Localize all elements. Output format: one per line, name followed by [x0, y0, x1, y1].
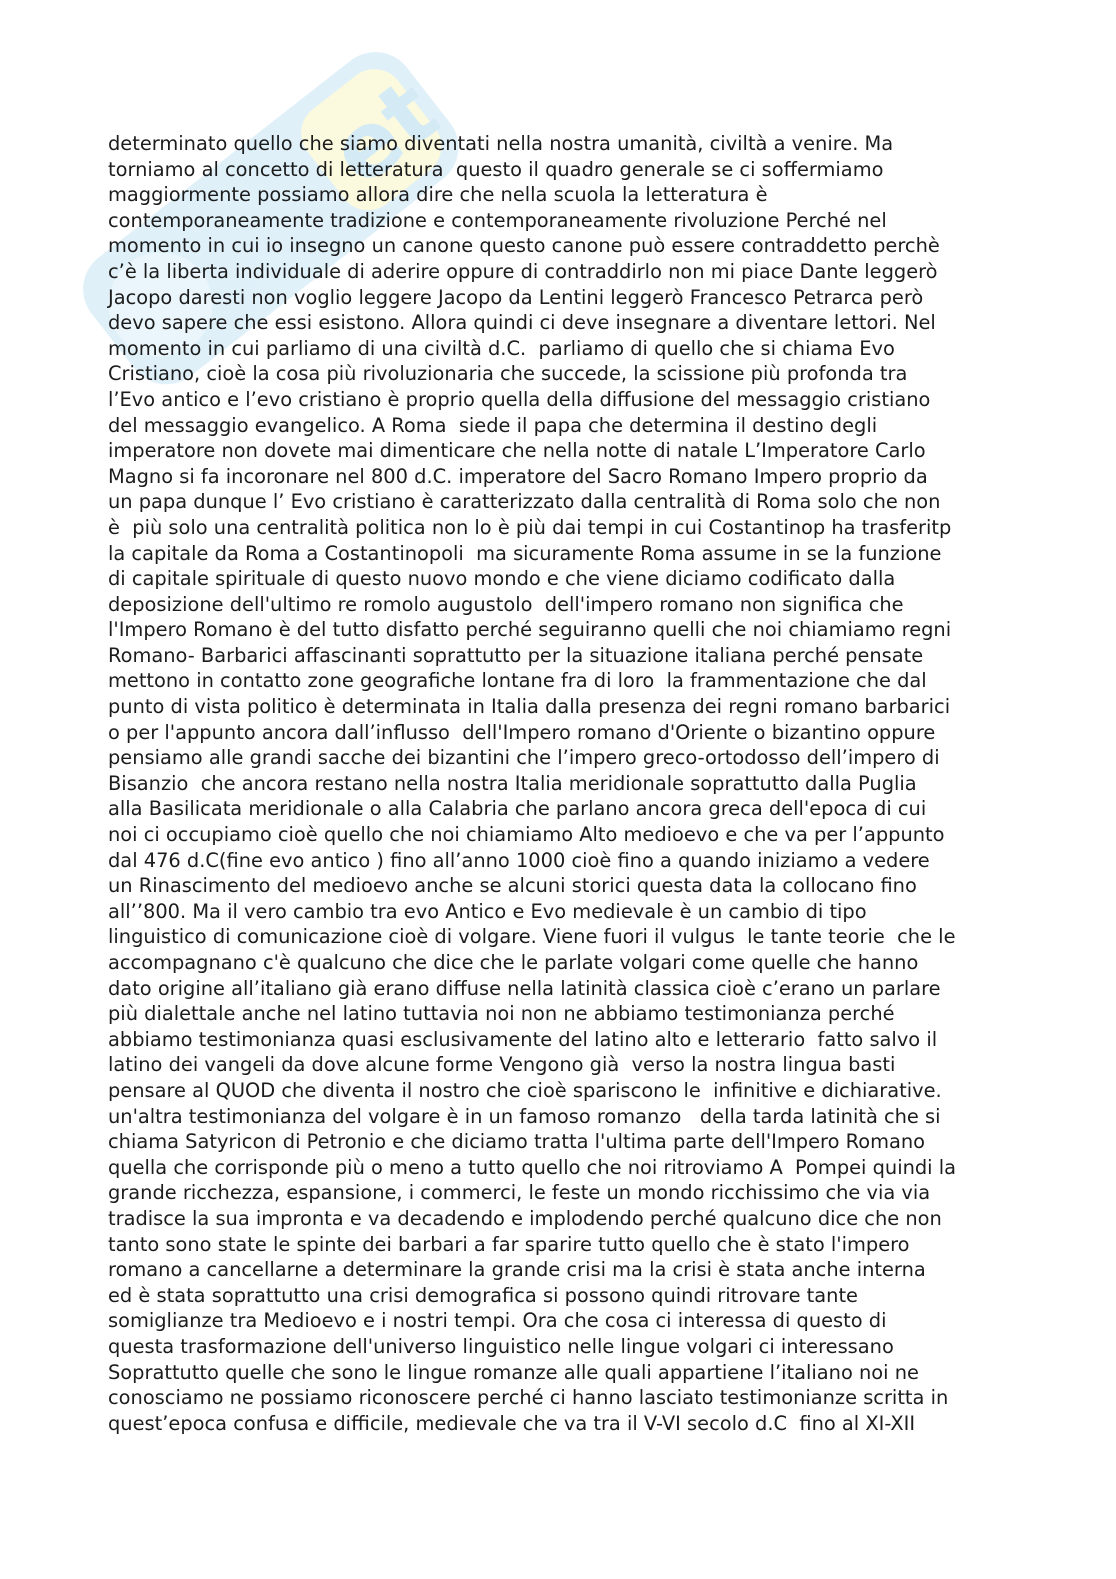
text-line: la capitale da Roma a Costantinopoli ma sicuramente Roma assume in se la funzione: [108, 541, 942, 565]
text-line: dal 476 d.C(fine evo antico ) fino all’anno 1000 cioè fino a quando iniziamo a vedere: [108, 848, 930, 872]
text-line: romano a cancellarne a determinare la grande crisi ma la crisi è stata anche interna: [108, 1258, 926, 1282]
text-line: Jacopo daresti non voglio leggere Jacopo da Lentini leggerò Francesco Petrarca però: [108, 285, 924, 309]
text-line: dato origine all’italiano già erano diffuse nella latinità classica cioè c’erano un parlare: [108, 976, 941, 1000]
text-line: deposizione dell'ultimo re romolo augustolo dell'impero romano non significa che: [108, 592, 904, 616]
text-line: più dialettale anche nel latino tuttavia noi non ne abbiamo testimonianza perché: [108, 1002, 895, 1026]
text-line: alla Basilicata meridionale o alla Calabria che parlano ancora greca dell'epoca di cui: [108, 797, 927, 821]
text-line: pensare al QUOD che diventa il nostro che cioè spariscono le infinitive e dichiarative.: [108, 1078, 942, 1102]
text-line: del messaggio evangelico. A Roma siede il papa che determina il destino degli: [108, 413, 878, 437]
text-line: noi ci occupiamo cioè quello che noi chiamiamo Alto medioevo e che va per l’appunto: [108, 823, 945, 847]
text-line: Romano- Barbarici affascinanti soprattutto per la situazione italiana perché pensate: [108, 643, 924, 667]
text-line: l’Evo antico e l’evo cristiano è proprio quella della diffusione del messaggio cristiano: [108, 387, 931, 411]
text-line: Cristiano, cioè la cosa più rivoluzionaria che succede, la scissione più profonda tra: [108, 362, 908, 386]
text-line: determinato quello che siamo diventati nella nostra umanità, civiltà a venire. Ma: [108, 132, 894, 155]
text-line: Magno si fa incoronare nel 800 d.C. imperatore del Sacro Romano Impero proprio da: [108, 464, 928, 488]
text-line: latino dei vangeli da dove alcune forme Vengono già verso la nostra lingua basti: [108, 1053, 896, 1077]
text-line: l'Impero Romano è del tutto disfatto perché seguiranno quelli che noi chiamiamo regni: [108, 618, 952, 642]
watermark-text: et: [310, 59, 458, 207]
text-line: mettono in contatto zone geografiche lontane fra di loro la frammentazione che dal: [108, 669, 927, 693]
text-line: abbiamo testimonianza quasi esclusivamente del latino alto e letterario fatto salvo il: [108, 1027, 938, 1051]
text-line: devo sapere che essi esistono. Allora quindi ci deve insegnare a diventare lettori. Nel: [108, 311, 936, 335]
text-line: quella che corrisponde più o meno a tutto quello che noi ritroviamo A Pompei quindi la: [108, 1155, 957, 1179]
text-line: momento in cui io insegno un canone questo canone può essere contraddetto perchè: [108, 234, 940, 258]
text-line: c’è la liberta individuale di aderire oppure di contraddirlo non mi piace Dante leggerò: [108, 259, 938, 283]
text-line: accompagnano c'è qualcuno che dice che le parlate volgari come quelle che hanno: [108, 951, 919, 974]
text-line: imperatore non dovete mai dimenticare che nella notte di natale L’Imperatore Carlo: [108, 439, 926, 463]
text-line: maggiormente possiamo allora dire che nella scuola la letteratura è: [108, 183, 768, 207]
document-body: [108, 131, 1028, 1436]
text-line: o per l'appunto ancora dall’influsso dell'Impero romano d'Oriente o bizantino oppure: [108, 720, 936, 744]
text-line: ed è stata soprattutto una crisi demografica si possono quindi ritrovare tante: [108, 1283, 858, 1307]
text-line: Soprattutto quelle che sono le lingue romanze alle quali appartiene l’italiano noi ne: [108, 1360, 919, 1384]
text-line: di capitale spirituale di questo nuovo mondo e che viene diciamo codificato dalla: [108, 567, 896, 591]
text-line: chiama Satyricon di Petronio e che diciamo tratta l'ultima parte dell'Impero Romano: [108, 1130, 925, 1154]
text-line: all’’800. Ma il vero cambio tra evo Antico e Evo medievale è un cambio di tipo: [108, 899, 867, 923]
text-line: un Rinascimento del medioevo anche se alcuni storici questa data la collocano fino: [108, 874, 917, 898]
text-line: momento in cui parliamo di una civiltà d.C. parliamo di quello che si chiama Evo: [108, 336, 895, 360]
text-line: questa trasformazione dell'universo linguistico nelle lingue volgari ci interessano: [108, 1334, 894, 1358]
text-line: conosciamo ne possiamo riconoscere perché ci hanno lasciato testimonianze scritta in: [108, 1386, 949, 1410]
text-line: è più solo una centralità politica non lo è più dai tempi in cui Costantinop ha trasferitp: [108, 515, 952, 539]
text-line: linguistico di comunicazione cioè di volgare. Viene fuori il vulgus le tante teorie che le: [108, 925, 956, 949]
text-line: tanto sono state le spinte dei barbari a far sparire tutto quello che è stato l'impero: [108, 1232, 910, 1256]
text-line: un'altra testimonianza del volgare è in un famoso romanzo della tarda latinità che si: [108, 1104, 941, 1128]
text-line: Bisanzio che ancora restano nella nostra Italia meridionale soprattutto dalla Puglia: [108, 771, 917, 795]
text-line: torniamo al concetto di letteratura questo il quadro generale se ci soffermiamo: [108, 157, 884, 181]
text-line: somiglianze tra Medioevo e i nostri tempi. Ora che cosa ci interessa di questo di: [108, 1309, 887, 1333]
text-line: contemporaneamente tradizione e contemporaneamente rivoluzione Perché nel: [108, 208, 887, 232]
text-line: un papa dunque l’ Evo cristiano è caratterizzato dalla centralità di Roma solo che non: [108, 490, 941, 514]
text-line: punto di vista politico è determinata in Italia dalla presenza dei regni romano barbarici: [108, 695, 951, 719]
text-line: pensiamo alle grandi sacche dei bizantini che l’impero greco-ortodosso dell’impero di: [108, 746, 940, 770]
text-line: quest’epoca confusa e difficile, medievale che va tra il V-VI secolo d.C fino al XI-XII: [108, 1411, 916, 1435]
text-line: tradisce la sua impronta e va decadendo e implodendo perché qualcuno dice che non: [108, 1206, 942, 1230]
text-line: grande ricchezza, espansione, i commerci, le feste un mondo ricchissimo che via via: [108, 1181, 931, 1205]
